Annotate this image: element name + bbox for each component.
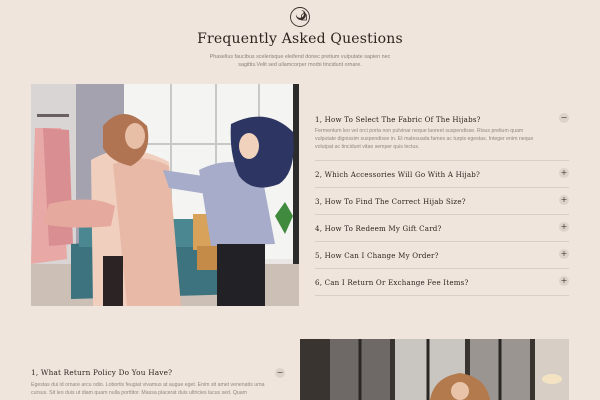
brand-logo-icon [289, 6, 311, 28]
collapse-icon[interactable]: − [560, 113, 568, 122]
expand-icon[interactable]: + [560, 276, 568, 285]
faq-question[interactable]: 6, Can I Return Or Exchange Fee Items? [315, 278, 469, 287]
faq-item[interactable] [315, 161, 569, 188]
expand-icon[interactable]: + [560, 168, 568, 177]
faq-question[interactable]: 3, How To Find The Correct Hijab Size? [315, 197, 466, 206]
faq-question[interactable]: 4, How To Redeem My Gift Card? [315, 224, 442, 233]
faq2-answer: Egestas dui id ornare arcu odio. Lobortis feugiat vivamus at augue eget. Enim sit amet venenatis urna cursus. Sit leo duis ut diam quam nulla porttitor. Massa placerat duis ultricies lacus sed. Quam [31, 382, 265, 396]
faq-item[interactable] [315, 188, 569, 215]
faq-answer: Fermentum leo vel orci porta non pulvinar neque laoreet suspendisse. Risus pretium quam vulputate dignissim suspendisse in. Et malesuada fames ac turpis egestas. Integer enim neque volutpat ac tincidunt vitae semper quis lectus. [315, 128, 534, 150]
faq-item[interactable] [315, 108, 569, 161]
faq-item[interactable] [315, 242, 569, 269]
expand-icon[interactable]: + [560, 249, 568, 258]
page-title: Frequently Asked Questions [197, 31, 403, 47]
faq-question[interactable]: 5, How Can I Change My Order? [315, 251, 439, 260]
expand-icon[interactable]: + [560, 195, 568, 204]
collapse-icon[interactable]: − [276, 368, 284, 377]
faq-item[interactable] [315, 215, 569, 242]
faq2-question[interactable]: 1, What Return Policy Do You Have? [31, 368, 173, 377]
shopping-photo-2 [300, 339, 569, 400]
faq-list [315, 108, 569, 296]
faq-question[interactable]: 2, Which Accessories Will Go With A Hijab? [315, 170, 481, 179]
faq-item[interactable] [315, 269, 569, 296]
faq-question[interactable]: 1, How To Select The Fabric Of The Hijabs? [315, 115, 481, 124]
page-subtitle: Phasellus faucibus scelerisque eleifend donec pretium vulputate sapien nec sagittis.Velit sed ullamcorper morbi tincidunt ornare. [209, 54, 391, 68]
expand-icon[interactable]: + [560, 222, 568, 231]
shopping-photo [31, 84, 299, 306]
